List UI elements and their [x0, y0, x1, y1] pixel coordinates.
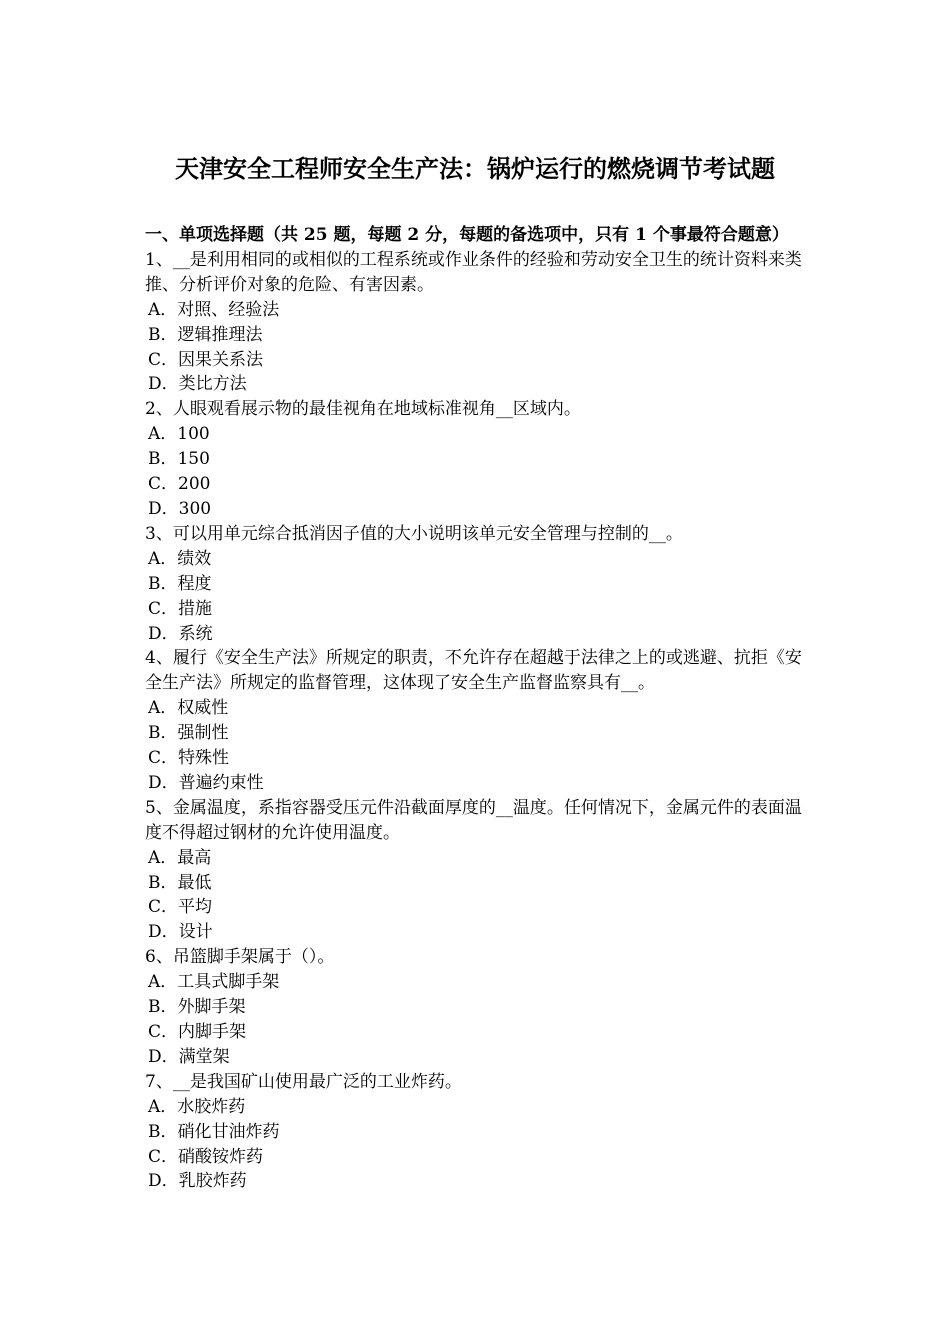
document-body	[145, 223, 810, 1194]
option-d: D．普遍约束性	[148, 772, 264, 793]
option-d: D．设计	[148, 922, 213, 943]
question-3	[145, 522, 810, 647]
question-stem: 5、金属温度，系指容器受压元件沿截面厚度的__温度。任何情况下，金属元件的表面温度不得超过钢材的允许使用温度。	[145, 797, 802, 843]
option-c: C．平均	[148, 897, 213, 918]
document-title: 天津安全工程师安全生产法：锅炉运行的燃烧调节考试题	[175, 154, 775, 183]
option-a: A．最高	[148, 847, 212, 868]
option-c: C．内脚手架	[148, 1022, 247, 1042]
option-d: D．系统	[148, 623, 213, 644]
option-a: A．对照、经验法	[148, 299, 280, 320]
question-5	[145, 796, 810, 945]
option-b: B．外脚手架	[148, 997, 246, 1018]
question-stem: 1、__是利用相同的或相似的工程系统或作业条件的经验和劳动安全卫生的统计资料来类推、分析评价对象的危险、有害因素。	[145, 249, 802, 295]
question-6	[145, 945, 810, 1070]
option-c: C．措施	[148, 598, 213, 619]
option-d: D．乳胶炸药	[148, 1171, 247, 1192]
option-c: C．特殊性	[148, 748, 230, 769]
question-7	[145, 1070, 810, 1195]
question-stem: 3、可以用单元综合抵消因子值的大小说明该单元安全管理与控制的__。	[145, 523, 683, 544]
option-b: B．逻辑推理法	[148, 324, 263, 345]
option-c: C．因果关系法	[148, 349, 264, 370]
option-b: B．150	[148, 449, 210, 470]
option-c: C．200	[148, 474, 211, 495]
section-heading: 一、单项选择题（共 25 题，每题 2 分，每题的备选项中，只有 1 个事最符合题意）	[145, 225, 789, 245]
question-stem: 6、吊篮脚手架属于（）。	[145, 947, 335, 968]
option-b: B．硝化甘油炸药	[148, 1121, 280, 1142]
question-4	[145, 646, 810, 795]
question-1	[145, 248, 810, 397]
option-b: B．强制性	[148, 723, 229, 744]
option-a: A．100	[148, 424, 210, 445]
question-stem: 2、人眼观看展示物的最佳视角在地域标准视角__区域内。	[145, 399, 581, 420]
question-stem: 4、履行《安全生产法》所规定的职责，不允许存在超越于法律之上的或逃避、抗拒《安全生产法》所规定的监督管理，这体现了安全生产监督监察具有__。	[145, 648, 802, 694]
option-b: B．最低	[148, 872, 212, 893]
option-a: A．水胶炸药	[148, 1096, 246, 1117]
question-stem: 7、__是我国矿山使用最广泛的工业炸药。	[145, 1071, 462, 1092]
option-a: A．绩效	[148, 548, 212, 569]
option-d: D．满堂架	[148, 1046, 230, 1067]
option-c: C．硝酸铵炸药	[148, 1146, 264, 1167]
option-a: A．工具式脚手架	[148, 972, 280, 993]
option-a: A．权威性	[148, 698, 229, 719]
option-d: D．类比方法	[148, 374, 247, 395]
question-2	[145, 397, 810, 522]
option-d: D．300	[148, 498, 212, 519]
option-b: B．程度	[148, 573, 212, 594]
